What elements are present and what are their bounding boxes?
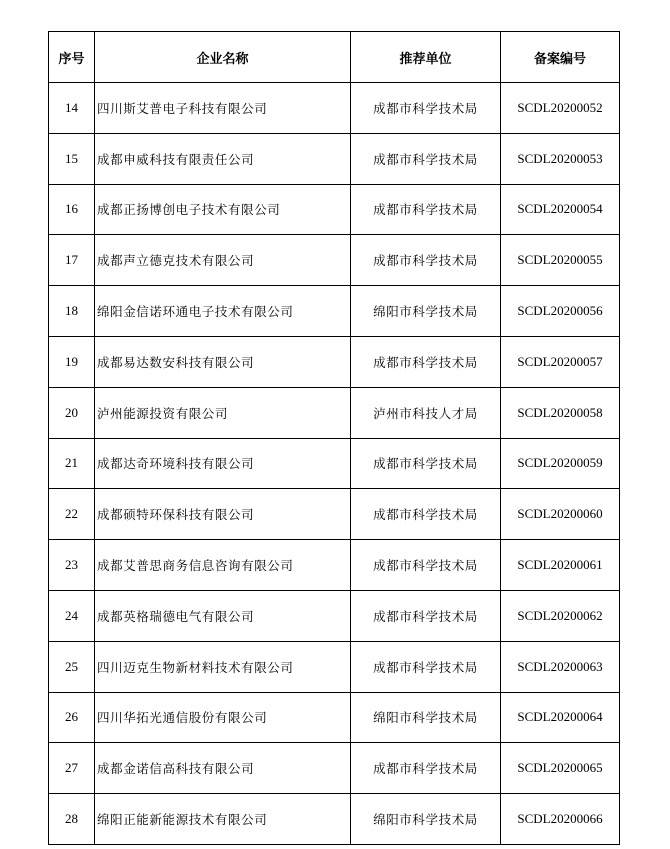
table-row <box>49 336 620 387</box>
cell-serial-number: 25 <box>49 641 95 692</box>
cell-registration-code: SCDL20200064 <box>501 692 620 743</box>
header-row <box>49 32 620 83</box>
table-row <box>49 794 620 845</box>
cell-serial-number: 24 <box>49 590 95 641</box>
cell-registration-code: SCDL20200052 <box>501 83 620 134</box>
cell-company-name: 成都易达数安科技有限公司 <box>95 336 351 387</box>
cell-recommending-unit: 绵阳市科学技术局 <box>351 286 501 337</box>
header-company-name: 企业名称 <box>95 32 351 83</box>
table-row <box>49 235 620 286</box>
table-body <box>49 83 620 845</box>
cell-registration-code: SCDL20200059 <box>501 438 620 489</box>
header-serial-number: 序号 <box>49 32 95 83</box>
table-row <box>49 489 620 540</box>
cell-recommending-unit: 绵阳市科学技术局 <box>351 692 501 743</box>
cell-recommending-unit: 成都市科学技术局 <box>351 743 501 794</box>
cell-company-name: 成都正扬博创电子技术有限公司 <box>95 184 351 235</box>
table-row <box>49 387 620 438</box>
cell-company-name: 四川华拓光通信股份有限公司 <box>95 692 351 743</box>
cell-serial-number: 23 <box>49 540 95 591</box>
cell-registration-code: SCDL20200057 <box>501 336 620 387</box>
cell-serial-number: 17 <box>49 235 95 286</box>
cell-company-name: 四川斯艾普电子科技有限公司 <box>95 83 351 134</box>
table-row <box>49 641 620 692</box>
table-row <box>49 438 620 489</box>
table-row <box>49 83 620 134</box>
cell-company-name: 成都英格瑞德电气有限公司 <box>95 590 351 641</box>
table-row <box>49 590 620 641</box>
table-header <box>49 32 620 83</box>
registration-table <box>48 31 620 845</box>
cell-serial-number: 28 <box>49 794 95 845</box>
cell-registration-code: SCDL20200056 <box>501 286 620 337</box>
cell-company-name: 成都声立德克技术有限公司 <box>95 235 351 286</box>
table-row <box>49 133 620 184</box>
table-row <box>49 540 620 591</box>
cell-recommending-unit: 成都市科学技术局 <box>351 184 501 235</box>
cell-serial-number: 19 <box>49 336 95 387</box>
cell-recommending-unit: 成都市科学技术局 <box>351 133 501 184</box>
header-recommending-unit: 推荐单位 <box>351 32 501 83</box>
cell-serial-number: 15 <box>49 133 95 184</box>
cell-company-name: 绵阳正能新能源技术有限公司 <box>95 794 351 845</box>
cell-recommending-unit: 泸州市科技人才局 <box>351 387 501 438</box>
cell-company-name: 四川迈克生物新材料技术有限公司 <box>95 641 351 692</box>
cell-serial-number: 20 <box>49 387 95 438</box>
cell-serial-number: 22 <box>49 489 95 540</box>
cell-serial-number: 16 <box>49 184 95 235</box>
cell-company-name: 绵阳金信诺环通电子技术有限公司 <box>95 286 351 337</box>
cell-company-name: 成都艾普思商务信息咨询有限公司 <box>95 540 351 591</box>
header-registration-code: 备案编号 <box>501 32 620 83</box>
cell-registration-code: SCDL20200053 <box>501 133 620 184</box>
cell-registration-code: SCDL20200060 <box>501 489 620 540</box>
cell-registration-code: SCDL20200065 <box>501 743 620 794</box>
cell-serial-number: 21 <box>49 438 95 489</box>
cell-company-name: 成都金诺信高科技有限公司 <box>95 743 351 794</box>
cell-recommending-unit: 成都市科学技术局 <box>351 235 501 286</box>
table-row <box>49 184 620 235</box>
table-row <box>49 286 620 337</box>
cell-registration-code: SCDL20200055 <box>501 235 620 286</box>
table-row <box>49 743 620 794</box>
cell-company-name: 成都申威科技有限责任公司 <box>95 133 351 184</box>
cell-registration-code: SCDL20200061 <box>501 540 620 591</box>
cell-registration-code: SCDL20200058 <box>501 387 620 438</box>
cell-registration-code: SCDL20200062 <box>501 590 620 641</box>
cell-recommending-unit: 成都市科学技术局 <box>351 83 501 134</box>
cell-serial-number: 14 <box>49 83 95 134</box>
cell-serial-number: 27 <box>49 743 95 794</box>
cell-recommending-unit: 成都市科学技术局 <box>351 641 501 692</box>
cell-recommending-unit: 成都市科学技术局 <box>351 489 501 540</box>
cell-company-name: 成都达奇环境科技有限公司 <box>95 438 351 489</box>
table-row <box>49 692 620 743</box>
cell-recommending-unit: 成都市科学技术局 <box>351 438 501 489</box>
cell-registration-code: SCDL20200066 <box>501 794 620 845</box>
cell-registration-code: SCDL20200054 <box>501 184 620 235</box>
cell-recommending-unit: 成都市科学技术局 <box>351 540 501 591</box>
cell-recommending-unit: 成都市科学技术局 <box>351 590 501 641</box>
cell-company-name: 成都硕特环保科技有限公司 <box>95 489 351 540</box>
cell-serial-number: 18 <box>49 286 95 337</box>
cell-serial-number: 26 <box>49 692 95 743</box>
cell-registration-code: SCDL20200063 <box>501 641 620 692</box>
cell-recommending-unit: 绵阳市科学技术局 <box>351 794 501 845</box>
cell-company-name: 泸州能源投资有限公司 <box>95 387 351 438</box>
cell-recommending-unit: 成都市科学技术局 <box>351 336 501 387</box>
